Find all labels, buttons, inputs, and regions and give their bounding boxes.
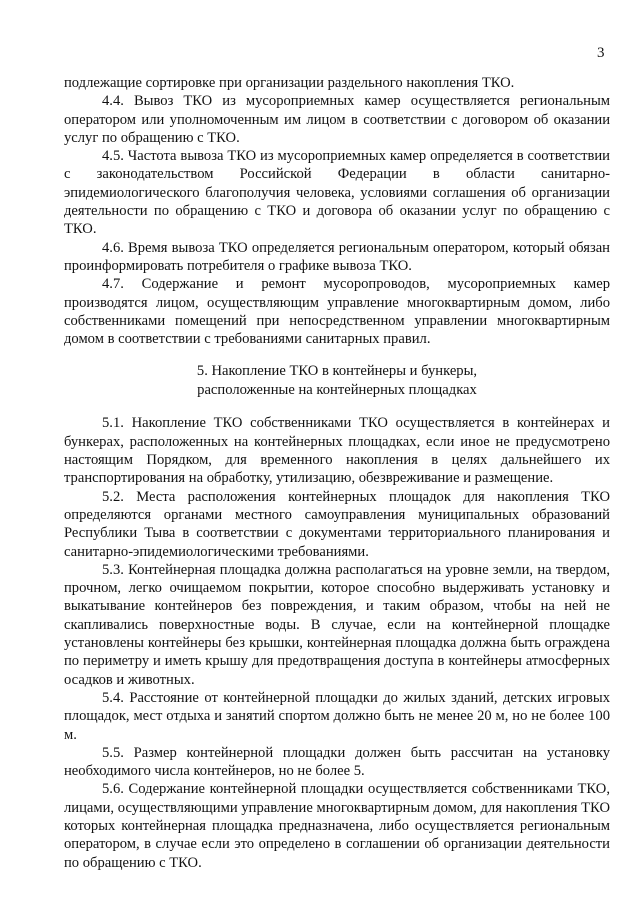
page-number: 3 [597,45,605,61]
paragraph-4-5: 4.5. Частота вывоза ТКО из мусороприемных камер определяется в соответствии с законодательством Российской Федерации в области санитарно-эпидемиологического благополучия человека, условиями соглашения об организации деятельности по обращению с ТКО и договора об оказании услуг по обращению с ТКО. [64,148,610,238]
paragraph-5-6: 5.6. Содержание контейнерной площадки осуществляется собственниками ТКО, лицами, осуществляющими управление многоквартирным домом, для накопления ТКО которых контейнерная площадка предназначена, либо осуществляется региональным оператором, в случае если это определено в соглашении об организации деятельности по обращению с ТКО. [64,781,610,871]
paragraph-5-1: 5.1. Накопление ТКО собственниками ТКО осуществляется в контейнерах и бункерах, расположенных на контейнерных площадках, если иное не предусмотрено настоящим Порядком, для временного накопления в целях дальнейшего их транспортирования на обработку, утилизацию, обезвреживание и размещение. [64,415,610,487]
paragraph-4-4: 4.4. Вывоз ТКО из мусороприемных камер осуществляется региональным оператором или уполномоченным им лицом в соответствии с договором об оказании услуг по обращению с ТКО. [64,93,610,146]
paragraph-5-5: 5.5. Размер контейнерной площадки должен быть рассчитан на установку необходимого числа контейнеров, но не более 5. [64,744,610,780]
section-5-title-line-1: 5. Накопление ТКО в контейнеры и бункеры, [196,363,478,380]
section-5-title-line-2: расположенные на контейнерных площадках [197,382,477,399]
paragraph-5-2: 5.2. Места расположения контейнерных площадок для накопления ТКО определяются органами местного самоуправления муниципальных образований Республики Тыва в соответствии с документами территориального планирования и санитарно-эпидемиологическими требованиями. [64,488,610,560]
paragraph-5-3: 5.3. Контейнерная площадка должна располагаться на уровне земли, на твердом, прочном, легко очищаемом покрытии, которое способно выдерживать установку и выкатывание контейнеров без повреждения, и таким образом, чтобы на ней не скапливались поверхностные воды. В случае, если на контейнерной площадке установлены контейнеры без крышки, контейнерная площадка должна быть ограждена по периметру и иметь крышу для предотвращения доступа в контейнеры атмосферных осадков и животных. [64,561,610,688]
paragraph-4-3-tail: подлежащие сортировке при организации раздельного накопления ТКО. [64,75,515,91]
document-body [64,74,610,872]
paragraph-5-4: 5.4. Расстояние от контейнерной площадки до жилых зданий, детских игровых площадок, мест отдыха и занятий спортом должно быть не менее 20 м, но не более 100 м. [64,689,610,743]
paragraph-4-7: 4.7. Содержание и ремонт мусоропроводов, мусороприемных камер производятся лицом, осуществляющим управление многоквартирным домом, либо собственниками помещений при непосредственном управлении многоквартирным домом в соответствии с требованиями санитарных правил. [64,276,610,348]
section-5-heading [64,362,610,400]
paragraph-4-6: 4.6. Время вывоза ТКО определяется региональным оператором, который обязан проинформировать потребителя о графике вывоза ТКО. [64,239,610,274]
